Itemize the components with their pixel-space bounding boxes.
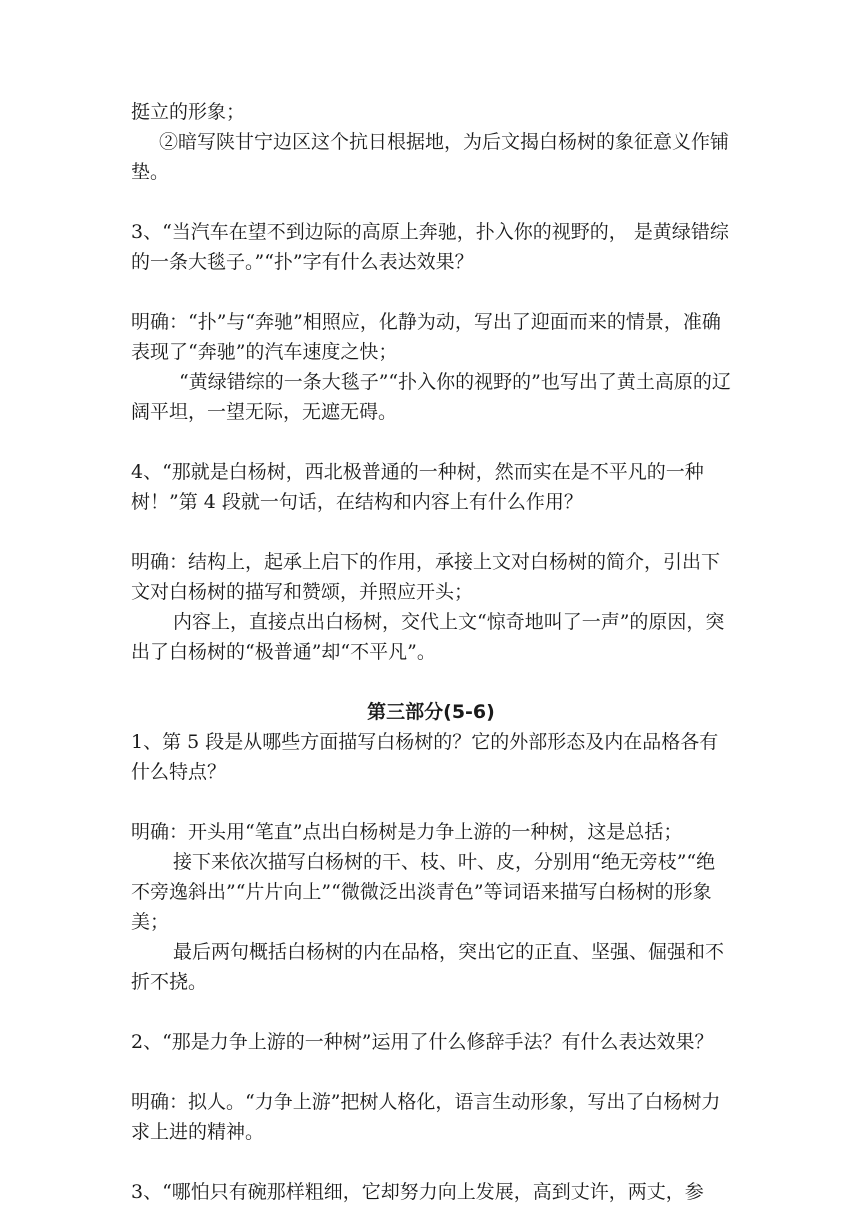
blank-line [131, 787, 731, 817]
text-paragraph: ②暗写陕甘宁边区这个抗日根据地，为后文揭白杨树的象征意义作铺垫。 [131, 131, 730, 183]
question-3: 3、“当汽车在望不到边际的高原上奔驰，扑入你的视野的， 是黄绿错综的一条大毯子。”“扑”字有什么表达效果？ [131, 221, 729, 273]
blank-line [131, 1057, 731, 1087]
document-page [131, 97, 731, 1207]
answer-paragraph: 明确：“扑”与“奔驰”相照应，化静为动，写出了迎面而来的情景，准确表现了“奔驰”的汽车速度之快； [131, 311, 721, 363]
blank-line [131, 277, 731, 307]
blank-line [131, 517, 731, 547]
question-1: 1、第 5 段是从哪些方面描写白杨树的？它的外部形态及内在品格各有什么特点？ [131, 731, 719, 783]
text-line: 挺立的形象； [131, 101, 246, 123]
question-3-partial: 3、“哪怕只有碗那样粗细，它却努力向上发展，高到丈许，两丈，参 [131, 1181, 704, 1203]
blank-line [131, 1147, 731, 1177]
blank-line [131, 997, 731, 1027]
question-4: 4、“那就是白杨树，西北极普通的一种树，然而实在是不平凡的一种树！”第 4 段就一句话，在结构和内容上有什么作用？ [131, 461, 704, 513]
question-2: 2、“那是力争上游的一种树”运用了什么修辞手法？有什么表达效果？ [131, 1031, 714, 1053]
answer-paragraph: 明确：结构上，起承上启下的作用，承接上文对白杨树的简介，引出下文对白杨树的描写和赞颂，并照应开头； [131, 551, 721, 603]
blank-line [131, 667, 731, 697]
answer-paragraph: 接下来依次描写白杨树的干、枝、叶、皮，分别用“绝无旁枝”“绝不旁逸斜出”“片片向上”“微微泛出淡青色”等词语来描写白杨树的形象美； [131, 851, 716, 933]
answer-paragraph: 明确：开头用“笔直”点出白杨树是力争上游的一种树，这是总括； [131, 821, 683, 843]
answer-paragraph: “黄绿错综的一条大毯子”“扑入你的视野的”也写出了黄土高原的辽阔平坦，一望无际，无遮无碍。 [131, 371, 731, 423]
answer-paragraph: 明确：拟人。“力争上游”把树人格化，语言生动形象，写出了白杨树力求上进的精神。 [131, 1091, 721, 1143]
section-heading: 第三部分(5-6) [367, 701, 495, 723]
answer-paragraph: 内容上，直接点出白杨树，交代上文“惊奇地叫了一声”的原因，突出了白杨树的“极普通”却“不平凡”。 [131, 611, 725, 663]
blank-line [131, 187, 731, 217]
blank-line [131, 427, 731, 457]
answer-paragraph: 最后两句概括白杨树的内在品格，突出它的正直、坚强、倔强和不折不挠。 [131, 941, 725, 993]
